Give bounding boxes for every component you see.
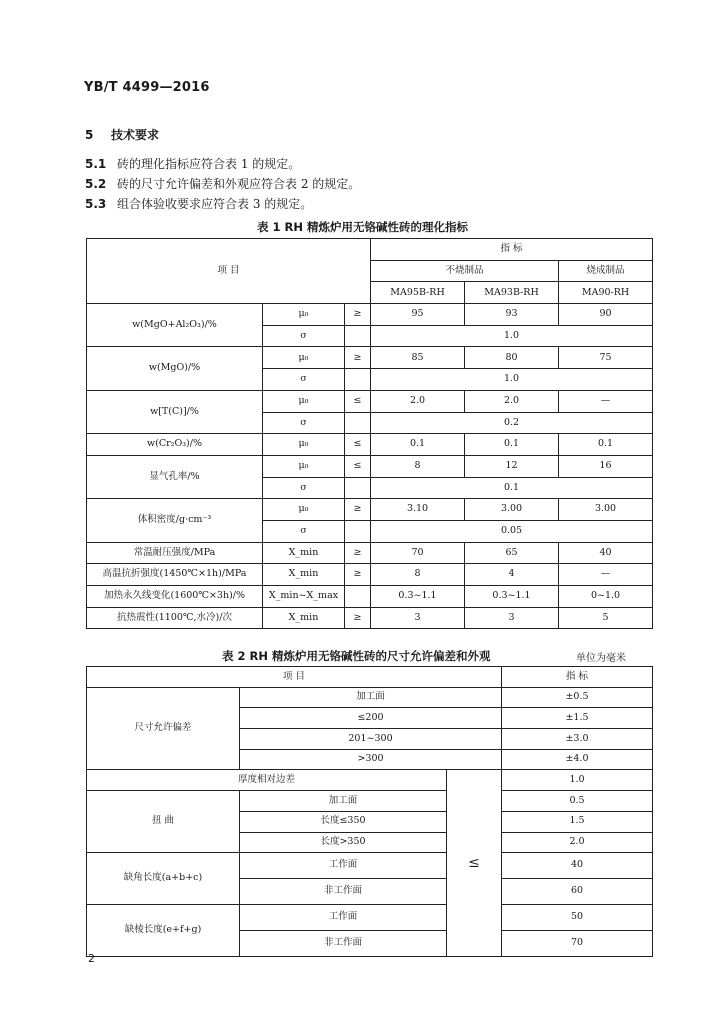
- stat-symbol: μ₀: [263, 304, 345, 326]
- table1-physicochemical: [86, 238, 653, 629]
- clause-5-2: [85, 175, 360, 192]
- operator: ≤: [345, 390, 371, 412]
- row-label: 常温耐压强度/MPa: [87, 542, 263, 564]
- group-unfired: 不烧制品: [371, 260, 559, 282]
- stat-symbol: μ₀: [263, 455, 345, 477]
- row-label: w[T(C)]/%: [87, 390, 263, 433]
- section-heading: [85, 126, 159, 143]
- condition: ≤200: [240, 708, 502, 729]
- cell-value: 3.10: [371, 499, 465, 521]
- cell-value: 80: [465, 347, 559, 369]
- row-label: 缺棱长度(e+f+g): [87, 905, 240, 957]
- cell-value: 0.1: [559, 434, 653, 456]
- cell-value: 2.0: [465, 390, 559, 412]
- table-row: [87, 791, 653, 812]
- condition: 加工面: [240, 791, 447, 812]
- stat-symbol: σ: [263, 369, 345, 391]
- condition: 长度>350: [240, 832, 447, 853]
- table2-dimensions: [86, 666, 653, 957]
- row-label: 抗热震性(1100℃,水冷)/次: [87, 607, 263, 629]
- condition: 201~300: [240, 729, 502, 750]
- condition: 长度≤350: [240, 811, 447, 832]
- cell-value: 85: [371, 347, 465, 369]
- cell-value: 90: [559, 304, 653, 326]
- condition: >300: [240, 749, 502, 770]
- standard-code: YB/T 4499—2016: [84, 80, 210, 95]
- condition: 非工作面: [240, 931, 447, 957]
- row-label: 缺角长度(a+b+c): [87, 853, 240, 905]
- cell-value: —: [559, 390, 653, 412]
- table-row: [87, 434, 653, 456]
- condition: 非工作面: [240, 879, 447, 905]
- stat-symbol: X_min~X_max: [263, 586, 345, 608]
- operator: ≥: [345, 499, 371, 521]
- operator: ≥: [345, 347, 371, 369]
- cell-value: 70: [502, 931, 653, 957]
- row-label: 高温抗折强度(1450℃×1h)/MPa: [87, 564, 263, 586]
- cell-value: 1.0: [371, 369, 653, 391]
- cell-value: —: [559, 564, 653, 586]
- cell-value: 75: [559, 347, 653, 369]
- cell-value: 60: [502, 879, 653, 905]
- cell-value: 0.05: [371, 520, 653, 542]
- cell-value: 0.1: [371, 477, 653, 499]
- section-number: 5: [85, 128, 94, 142]
- clause-number: 5.2: [85, 177, 107, 191]
- condition: 加工面: [240, 687, 502, 708]
- row-label: 显气孔率/%: [87, 455, 263, 498]
- cell-value: 70: [371, 542, 465, 564]
- cell-value: 2.0: [502, 832, 653, 853]
- cell-value: 0~1.0: [559, 586, 653, 608]
- cell-value: ±1.5: [502, 708, 653, 729]
- table-row: [87, 853, 653, 879]
- table-row: [87, 390, 653, 412]
- table-row: [87, 499, 653, 521]
- cell-value: 8: [371, 455, 465, 477]
- table-row: [87, 770, 653, 791]
- section-title: 技术要求: [111, 128, 160, 142]
- table-row: [87, 687, 653, 708]
- cell-value: 95: [371, 304, 465, 326]
- cell-value: 0.3~1.1: [465, 586, 559, 608]
- clause-5-1: [85, 155, 300, 172]
- clause-5-3: [85, 195, 312, 212]
- operator: [345, 412, 371, 434]
- table1-caption: 表 1 RH 精炼炉用无铬碱性砖的理化指标: [257, 220, 468, 234]
- stat-symbol: μ₀: [263, 499, 345, 521]
- cell-value: 0.1: [371, 434, 465, 456]
- unit-note: 单位为毫米: [576, 653, 626, 664]
- cell-value: 3: [465, 607, 559, 629]
- row-label: 加热永久线变化(1600℃×3h)/%: [87, 586, 263, 608]
- stat-symbol: μ₀: [263, 390, 345, 412]
- group-fired: 烧成制品: [559, 260, 653, 282]
- stat-symbol: X_min: [263, 564, 345, 586]
- stat-symbol: X_min: [263, 542, 345, 564]
- stat-symbol: σ: [263, 325, 345, 347]
- page-number: 2: [88, 952, 95, 965]
- grade-ma93b: MA93B-RH: [465, 282, 559, 304]
- stat-symbol: μ₀: [263, 434, 345, 456]
- table-row: [87, 304, 653, 326]
- stat-symbol: μ₀: [263, 347, 345, 369]
- cell-value: 8: [371, 564, 465, 586]
- cell-value: 0.1: [465, 434, 559, 456]
- cell-value: 1.0: [371, 325, 653, 347]
- row-label: w(MgO)/%: [87, 347, 263, 390]
- clause-text: 组合体验收要求应符合表 3 的规定。: [117, 197, 313, 211]
- cell-value: 1.5: [502, 811, 653, 832]
- operator: [345, 369, 371, 391]
- operator: [345, 586, 371, 608]
- stat-symbol: σ: [263, 412, 345, 434]
- row-label: 扭 曲: [87, 791, 240, 853]
- table-row: [87, 564, 653, 586]
- row-label: w(Cr₂O₃)/%: [87, 434, 263, 456]
- table-row: [87, 347, 653, 369]
- clause-text: 砖的理化指标应符合表 1 的规定。: [117, 157, 301, 171]
- cell-value: 4: [465, 564, 559, 586]
- operator: [345, 477, 371, 499]
- stat-symbol: σ: [263, 520, 345, 542]
- cell-value: 0.2: [371, 412, 653, 434]
- operator: ≥: [345, 607, 371, 629]
- condition: 工作面: [240, 853, 447, 879]
- table1-item-header: 项 目: [87, 239, 371, 304]
- cell-value: ±0.5: [502, 687, 653, 708]
- cell-value: 3.00: [465, 499, 559, 521]
- grade-ma90: MA90-RH: [559, 282, 653, 304]
- cell-value: 50: [502, 905, 653, 931]
- cell-value: 40: [559, 542, 653, 564]
- table1-index-header: 指 标: [371, 239, 653, 261]
- table-row: [87, 905, 653, 931]
- operator: ≥: [345, 542, 371, 564]
- cell-value: 2.0: [371, 390, 465, 412]
- table-row: [87, 542, 653, 564]
- operator: ≤: [447, 770, 502, 957]
- row-label: 厚度相对边差: [87, 770, 447, 791]
- cell-value: 12: [465, 455, 559, 477]
- operator: ≤: [345, 434, 371, 456]
- cell-value: 3: [371, 607, 465, 629]
- grade-ma95b: MA95B-RH: [371, 282, 465, 304]
- cell-value: 16: [559, 455, 653, 477]
- table2-item-header: 项 目: [87, 667, 502, 688]
- cell-value: 3.00: [559, 499, 653, 521]
- table-row: [87, 586, 653, 608]
- stat-symbol: X_min: [263, 607, 345, 629]
- stat-symbol: σ: [263, 477, 345, 499]
- clause-text: 砖的尺寸允许偏差和外观应符合表 2 的规定。: [117, 177, 361, 191]
- cell-value: 93: [465, 304, 559, 326]
- cell-value: ±3.0: [502, 729, 653, 750]
- table-row: [87, 455, 653, 477]
- cell-value: 40: [502, 853, 653, 879]
- cell-value: ±4.0: [502, 749, 653, 770]
- cell-value: 1.0: [502, 770, 653, 791]
- table2-index-header: 指 标: [502, 667, 653, 688]
- row-label: 体积密度/g·cm⁻³: [87, 499, 263, 542]
- clause-number: 5.1: [85, 157, 107, 171]
- operator: [345, 520, 371, 542]
- table2-caption: 表 2 RH 精炼炉用无铬碱性砖的尺寸允许偏差和外观: [222, 649, 491, 663]
- operator: ≤: [345, 455, 371, 477]
- condition: 工作面: [240, 905, 447, 931]
- cell-value: 0.3~1.1: [371, 586, 465, 608]
- operator: ≥: [345, 564, 371, 586]
- clause-number: 5.3: [85, 197, 107, 211]
- cell-value: 5: [559, 607, 653, 629]
- operator: ≥: [345, 304, 371, 326]
- operator: [345, 325, 371, 347]
- cell-value: 0.5: [502, 791, 653, 812]
- cell-value: 65: [465, 542, 559, 564]
- table-row: [87, 607, 653, 629]
- row-label: w(MgO+Al₂O₃)/%: [87, 304, 263, 347]
- row-label: 尺寸允许偏差: [87, 687, 240, 770]
